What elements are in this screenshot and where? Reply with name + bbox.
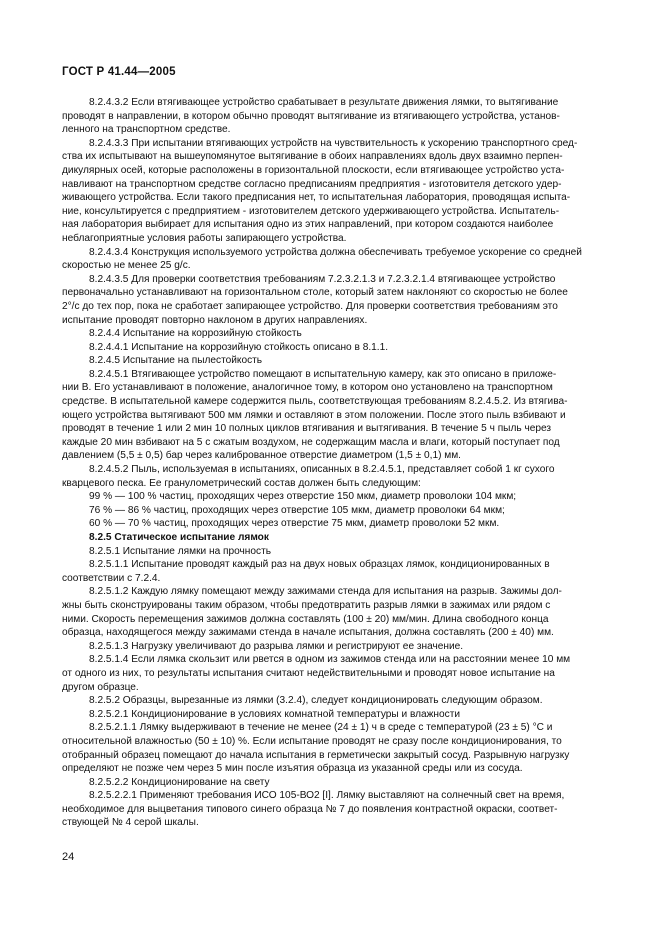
text-line: живающего устройства. Если такого предписания нет, то испытательная лаборатория, проводящая испыта- [62, 192, 571, 204]
text-line: 8.2.4.5.1 Втягивающее устройство помещают в испытательную камеру, как это описано в приложе- [89, 368, 557, 380]
text-line: неблагоприятные условия работы запирающего устройства. [62, 232, 347, 244]
text-line: 8.2.4.3.3 При испытании втягивающих устройств на чувствительность к ускорению транспортного сред- [89, 137, 578, 149]
text-line: 8.2.5 Статическое испытание лямок [89, 532, 269, 543]
document-body [62, 96, 608, 830]
text-line: другом образце. [62, 681, 139, 693]
text-line: 8.2.4.5 Испытание на пылестойкость [89, 355, 263, 367]
text-line: 76 % — 86 % частиц, проходящих через отверстие 105 мкм, диаметр проволоки 64 мкм; [89, 504, 505, 516]
text-line: скоростью не менее 25 g/с. [62, 260, 191, 272]
text-line: 8.2.5.2.1.1 Лямку выдерживают в течение не менее (24 ± 1) ч в среде с температурой (23 ± 5) °С и [89, 722, 553, 734]
text-line: ющего устройства вытягивают 500 мм лямки и оставляют в этом положении. После этого пыль взбивают и [62, 409, 566, 421]
text-line: 8.2.5.2.1 Кондиционирование в условиях комнатной температуры и влажности [89, 708, 460, 720]
text-line: 8.2.5.2.2.1 Применяют требования ИСО 105-ВО2 [I]. Лямку выставляют на солнечный свет на время, [89, 790, 565, 802]
text-line: 8.2.5.1.4 Если лямка скользит или рвется в одном из зажимов стенда или на расстоянии менее 10 мм [89, 654, 571, 666]
text-line: дикулярных осей, которые расположены в горизонтальной плоскости, если втягивающее устройство уста- [62, 164, 565, 176]
text-line: ленного на транспортном средстве. [62, 124, 231, 136]
text-line: проводят в направлении, в котором обычно проводят вытягивание из втягивающего устройства, установ- [62, 110, 560, 122]
text-line: ствующей № 4 серой шкалы. [62, 817, 199, 829]
text-line: первоначально устанавливают на горизонтальном столе, который затем наклоняют со скоростью не более [62, 287, 568, 299]
text-line: испытание проводят повторно наклоном в других направлениях. [62, 314, 368, 326]
text-line: необходимое для выцветания типового синего образца № 7 до появления контрастной окраски, соответ- [62, 803, 558, 815]
text-line: 8.2.4.3.5 Для проверки соответствия требованиям 7.2.3.2.1.3 и 7.2.3.2.1.4 втягивающее устройство [89, 273, 556, 285]
text-line: жны быть сконструированы таким образом, чтобы предотвратить разрыв лямки в зажимах или рядом с [62, 599, 551, 611]
text-line: давлением (5,5 ± 0,5) бар через калиброванное отверстие диаметром (1,5 ± 0,1) мм. [62, 450, 461, 462]
text-line: отобранный образец помещают до начала испытания в герметически закрытый сосуд. Разрывную нагрузку [62, 749, 570, 761]
text-line: навливают на транспортном средстве согласно предписаниям предприятия - изготовителя детского удер- [62, 178, 562, 190]
text-line: ства их испытывают на вышеупомянутое вытягивание в обоих направлениях вдоль двух взаимно перпен- [62, 151, 563, 163]
page-number: 24 [62, 851, 75, 863]
text-line: проводят в течение 1 или 2 мин 10 полных циклов втягивания и вытягивания. В течение 5 ч пыль через [62, 423, 552, 435]
text-line: каждые 20 мин взбивают на 5 с сжатым воздухом, не содержащим масла и влаги, который поступает под [62, 436, 560, 448]
text-line: 8.2.5.1 Испытание лямки на прочность [89, 545, 272, 557]
text-line: 8.2.5.2.2 Кондиционирование на свету [89, 776, 270, 788]
text-line: ние, консультируется с предприятием - изготовителем детского удерживающего устройства. Испытатель- [62, 205, 560, 217]
text-line: 8.2.4.3.2 Если втягивающее устройство срабатывает в результате движения лямки, то вытягивание [89, 97, 559, 108]
text-line: 8.2.4.5.2 Пыль, используемая в испытаниях, описанных в 8.2.4.5.1, представляет собой 1 кг сухого [89, 464, 555, 476]
text-line: 2°/с до тех пор, пока не сработает запирающее устройство. Для проверки соответствия требованиям это [62, 300, 558, 312]
document-header: ГОСТ Р 41.44—2005 [62, 66, 176, 78]
text-line: 8.2.5.1.3 Нагрузку увеличивают до разрыва лямки и регистрируют ее значение. [89, 640, 464, 652]
text-line: 8.2.4.3.4 Конструкция используемого устройства должна обеспечивать требуемое ускорение со средней [89, 246, 582, 258]
text-line: 8.2.5.1.1 Испытание проводят каждый раз на двух новых образцах лямок, кондиционированных в [89, 559, 550, 571]
text-line: средстве. В испытательной камере содержится пыль, соответствующая требованиям 8.2.4.5.2. Из втягива- [62, 396, 568, 408]
text-line: 60 % — 70 % частиц, проходящих через отверстие 75 мкм, диаметр проволоки 52 мкм. [89, 518, 500, 530]
text-line: образца, находящегося между зажимами стенда в начале испытания, должна составлять (200 ± 40) мм. [62, 627, 554, 639]
text-line: относительной влажностью (50 ± 10) %. Если испытание проводят не сразу после кондиционирования, то [62, 735, 562, 747]
text-line: 8.2.4.4 Испытание на коррозийную стойкость [89, 328, 302, 340]
text-line: от одного из них, то результаты испытания считают недействительными и проводят новое испытание на [62, 667, 555, 679]
text-line: 8.2.4.4.1 Испытание на коррозийную стойкость описано в 8.1.1. [89, 341, 389, 353]
text-line: определяют не позже чем через 5 мин после изъятия образца из указанной среды или из сосуда. [62, 763, 523, 775]
text-line: ними. Скорость перемещения зажимов должна составлять (100 ± 20) мм/мин. Длина свободного конца [62, 613, 549, 625]
text-line: соответствии с 7.2.4. [62, 572, 161, 584]
text-line: ная лаборатория выбирает для испытания одно из этих направлений, при котором создаются наиболее [62, 219, 554, 231]
text-line: 8.2.5.2 Образцы, вырезанные из лямки (3.2.4), следует кондиционировать следующим образом. [89, 695, 543, 707]
text-line: кварцевого песка. Ее гранулометрический состав должен быть следующим: [62, 477, 421, 489]
text-line: 99 % — 100 % частиц, проходящих через отверстие 150 мкм, диаметр проволоки 104 мкм; [89, 491, 517, 503]
text-line: нии В. Его устанавливают в положение, аналогичное тому, в котором оно установлено на транспортном [62, 382, 553, 394]
text-line: 8.2.5.1.2 Каждую лямку помещают между зажимами стенда для испытания на разрыв. Зажимы дол- [89, 586, 562, 598]
